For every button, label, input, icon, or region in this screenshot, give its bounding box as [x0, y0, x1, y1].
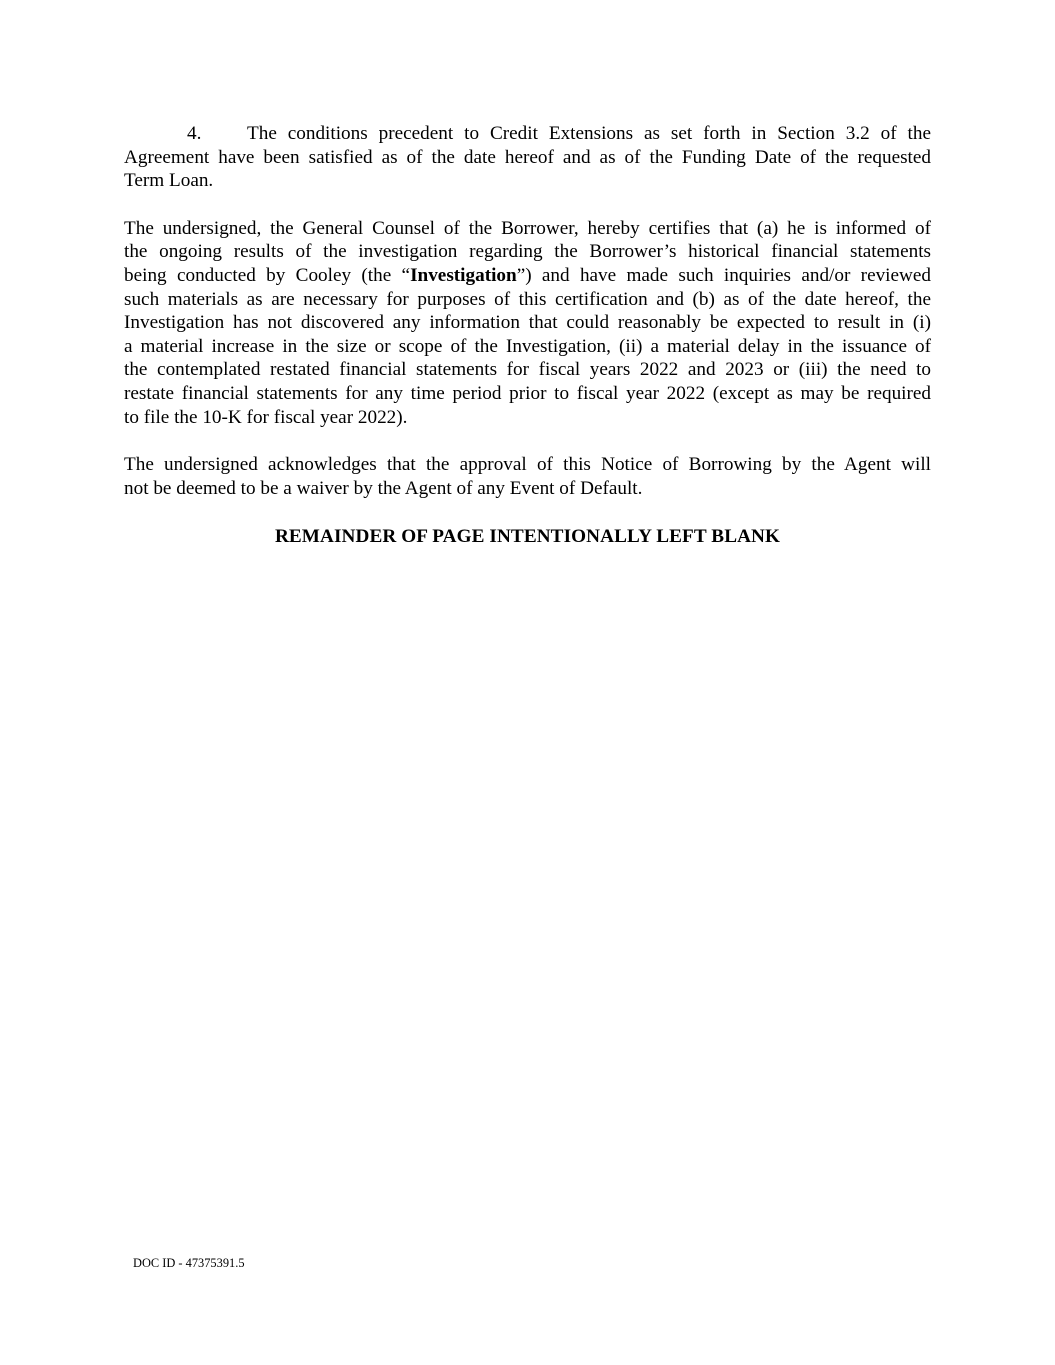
- certification-line-6: a material increase in the size or scope of the Investigation, (ii) a material delay in the issuance of: [124, 335, 931, 357]
- certification-line-3-suffix: ”) and have made such inquiries and/or reviewed: [516, 264, 931, 286]
- acknowledgement-paragraph: [124, 453, 931, 500]
- certification-line-2: the ongoing results of the investigation regarding the Borrower’s historical financial statements: [124, 241, 931, 263]
- paragraph-4-line-3: Term Loan.: [124, 170, 214, 192]
- paragraph-number: 4.: [187, 123, 202, 144]
- paragraph-4-first-line: [124, 122, 931, 146]
- certification-line-5: Investigation has not discovered any information that could reasonably be expected to result in (i): [124, 312, 931, 334]
- paragraph-4-line-2: Agreement have been satisfied as of the date hereof and as of the Funding Date of the requested: [124, 146, 931, 168]
- paragraph-4: [124, 122, 931, 193]
- certification-line-4: such materials as are necessary for purposes of this certification and (b) as of the date hereof, the: [124, 288, 931, 310]
- certification-line-1: The undersigned, the General Counsel of the Borrower, hereby certifies that (a) he is informed of: [124, 217, 931, 239]
- certification-paragraph: [124, 217, 931, 429]
- document-body: [124, 122, 931, 549]
- certification-line-8: restate financial statements for any time period prior to fiscal year 2022 (except as may be required: [124, 382, 931, 404]
- certification-line-9: to file the 10-K for fiscal year 2022).: [124, 406, 408, 428]
- certification-line-3-prefix: being conducted by Cooley (the “: [124, 264, 411, 286]
- certification-line-3: [124, 264, 931, 288]
- acknowledgement-line-2: not be deemed to be a waiver by the Agent of any Event of Default.: [124, 477, 643, 499]
- blank-page-notice: REMAINDER OF PAGE INTENTIONALLY LEFT BLANK: [274, 526, 781, 548]
- certification-line-7: the contemplated restated financial statements for fiscal years 2022 and 2023 or (iii) the need to: [124, 359, 931, 381]
- doc-id-footer: DOC ID - 47375391.5: [133, 1256, 245, 1270]
- paragraph-4-line-1: The conditions precedent to Credit Extensions as set forth in Section 3.2 of the: [247, 123, 931, 144]
- acknowledgement-line-1: The undersigned acknowledges that the approval of this Notice of Borrowing by the Agent will: [124, 454, 931, 476]
- defined-term-investigation: Investigation: [410, 264, 517, 286]
